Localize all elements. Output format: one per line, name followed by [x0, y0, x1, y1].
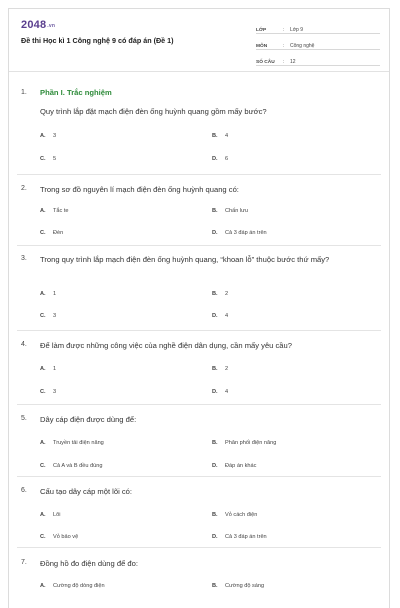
- document-header: [9, 9, 389, 72]
- question-text: Dây cáp điện được dùng để:: [40, 415, 137, 424]
- option-c[interactable]: C. 3: [40, 313, 57, 319]
- question-divider: [17, 476, 381, 477]
- option-d[interactable]: D. Cả 3 đáp án trên: [212, 230, 267, 236]
- option-a[interactable]: A. 1: [40, 291, 57, 297]
- option-d[interactable]: D. 4: [212, 313, 229, 319]
- question-number: 4.: [21, 341, 27, 348]
- option-c[interactable]: C. Cả A và B đều đúng: [40, 463, 103, 469]
- option-d[interactable]: D. 4: [212, 389, 229, 395]
- exam-page: [8, 8, 390, 608]
- meta-row-class: LỚP : Lớp 9: [256, 18, 380, 34]
- question-number: 6.: [21, 487, 27, 494]
- question-number: 1.: [21, 89, 27, 96]
- option-a[interactable]: A. 3: [40, 133, 57, 139]
- meta-row-subject: MÔN : Công nghệ: [256, 34, 380, 50]
- document-meta: [256, 18, 380, 66]
- option-b[interactable]: B. Cường độ sáng: [212, 583, 265, 589]
- meta-row-question-count: SỐ CÂU : 12: [256, 50, 380, 66]
- question-number: 2.: [21, 185, 27, 192]
- option-d[interactable]: D. Cả 3 đáp án trên: [212, 534, 267, 540]
- question-number: 7.: [21, 559, 27, 566]
- option-c[interactable]: C. Đèn: [40, 230, 64, 236]
- option-a[interactable]: A. Lõi: [40, 512, 61, 518]
- option-a[interactable]: A. Tắc te: [40, 208, 69, 214]
- option-c[interactable]: C. Vỏ bảo vệ: [40, 534, 79, 540]
- option-d[interactable]: D. 6: [212, 156, 229, 162]
- option-b[interactable]: B. Phân phối điện năng: [212, 440, 277, 446]
- question-divider: [17, 174, 381, 175]
- question-number: 5.: [21, 415, 27, 422]
- question-text: Để làm được những công việc của nghề điện dân dụng, cần mấy yêu cầu?: [40, 341, 292, 350]
- option-b[interactable]: B. Chấn lưu: [212, 208, 249, 214]
- question-divider: [17, 547, 381, 548]
- option-b[interactable]: B. 4: [212, 133, 229, 139]
- option-b[interactable]: B. Vỏ cách điện: [212, 512, 258, 518]
- question-divider: [17, 404, 381, 405]
- document-title: Đề thi Học kì 1 Công nghệ 9 có đáp án (Đề 1): [21, 36, 174, 45]
- question-text: Quy trình lắp đặt mạch điện đèn ống huỳnh quang gồm mấy bước?: [40, 107, 267, 116]
- option-c[interactable]: C. 3: [40, 389, 57, 395]
- option-a[interactable]: A. Cường độ dòng điện: [40, 583, 105, 589]
- option-a[interactable]: A. 1: [40, 366, 57, 372]
- question-text: Trong quy trình lắp mạch điện đèn ống huỳnh quang, “khoan lỗ” thuộc bước thứ mấy?: [40, 255, 330, 264]
- option-b[interactable]: B. 2: [212, 291, 229, 297]
- site-logo[interactable]: 2048.vn: [21, 19, 56, 31]
- option-c[interactable]: C. 5: [40, 156, 57, 162]
- question-number: 3.: [21, 255, 27, 262]
- section-title: Phần I. Trắc nghiệm: [40, 88, 112, 97]
- question-text: Trong sơ đồ nguyên lí mạch điện đèn ống huỳnh quang có:: [40, 185, 239, 194]
- question-text: Đồng hồ đo điện dùng để đo:: [40, 559, 138, 568]
- option-a[interactable]: A. Truyền tải điện năng: [40, 440, 104, 446]
- question-text: Cấu tạo dây cáp một lõi có:: [40, 487, 133, 496]
- question-divider: [17, 330, 381, 331]
- question-divider: [17, 245, 381, 246]
- option-d[interactable]: D. Đáp án khác: [212, 463, 257, 469]
- option-b[interactable]: B. 2: [212, 366, 229, 372]
